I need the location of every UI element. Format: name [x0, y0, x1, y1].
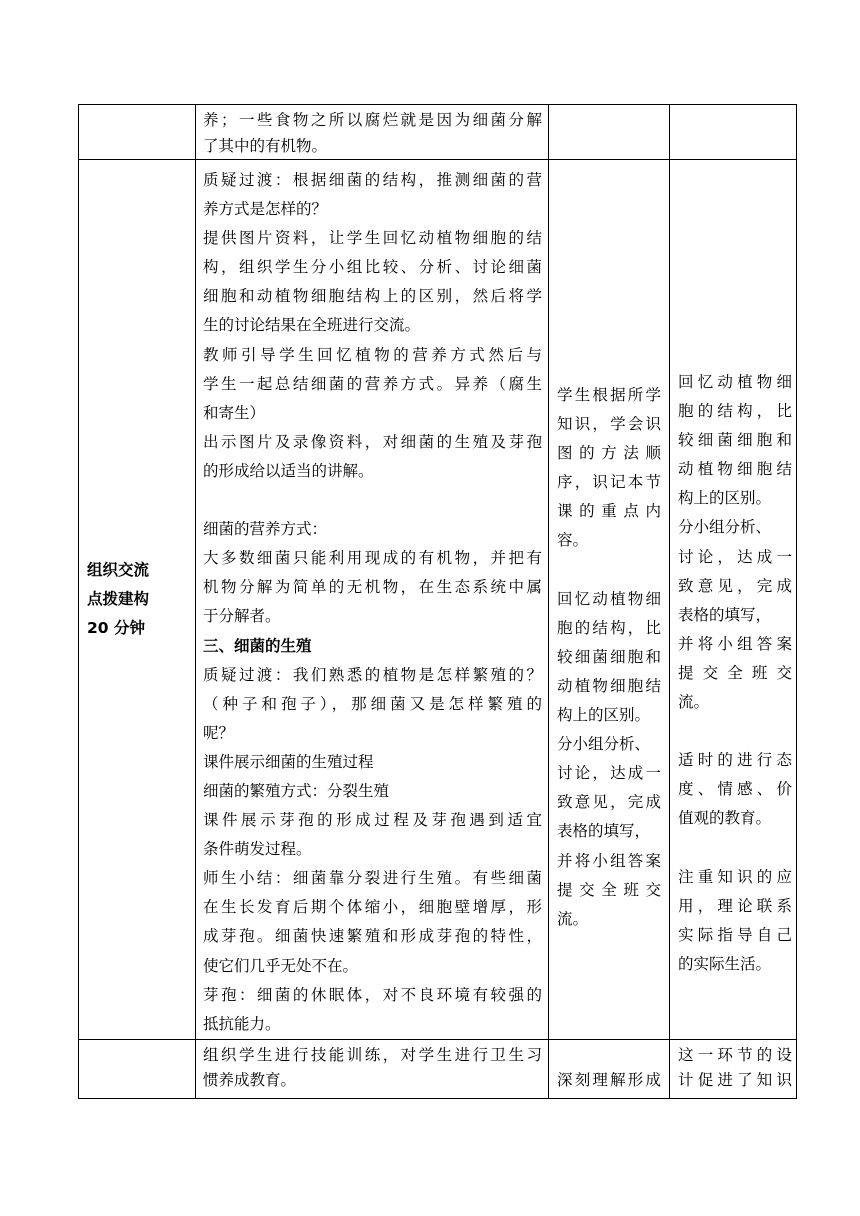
text-line: 课件展示芽孢的形成过程及芽孢遇到适宜: [203, 811, 542, 830]
text-line: 生的讨论结果在全班进行交流。: [203, 316, 421, 335]
text-line: 回忆动植物细: [678, 373, 792, 391]
text-line: 计促进了知识: [678, 1071, 792, 1090]
text-line: 深刻理解形成: [557, 1070, 661, 1089]
text-line: 的实际生活。: [678, 954, 772, 973]
stage-label: 点拨建构: [87, 589, 150, 608]
text-line: 提供图片资料，让学生回忆动植物细胞的结: [203, 229, 542, 248]
text-line: 回忆动植物细: [557, 589, 661, 608]
text-line: 动植物细胞结: [678, 460, 792, 479]
text-line: 用，理论联系: [678, 896, 792, 915]
text-line: 适时的进行态: [678, 751, 792, 770]
text-line: 课件展示细菌的生殖过程: [203, 752, 374, 771]
table-row-main: [79, 160, 797, 1040]
text-line: 和寄生）: [203, 403, 266, 422]
text-line: 课的重点内: [557, 502, 661, 521]
design-intent-cell: [670, 160, 797, 1040]
table-row-top: [79, 105, 797, 160]
text-line: 胞的结构，比: [557, 618, 661, 637]
blank-line: [557, 556, 661, 585]
text-line: 机物分解为简单的无机物，在生态系统中属: [203, 578, 542, 597]
text-line: 质疑过渡：我们熟悉的植物是怎样繁殖的？: [203, 665, 542, 684]
section-heading: 三、细菌的生殖: [203, 636, 312, 655]
text-line: 学生根据所学: [557, 386, 661, 404]
text-line: 表格的填写，: [678, 605, 772, 624]
text-line: 师生小结：细菌靠分裂进行生殖。有些细菌: [203, 869, 542, 888]
text-line: 讨论，达成一: [678, 547, 792, 566]
text-line: 致意见，完成: [557, 793, 661, 812]
text-line: 实际指导自己: [678, 925, 792, 944]
text-line: 表格的填写，: [557, 822, 651, 841]
text-line: 抵抗能力。: [203, 1014, 281, 1033]
text-line: 惯养成教育。: [203, 1071, 297, 1090]
text-line: （种子和孢子），那细菌又是怎样繁殖的: [203, 694, 542, 713]
text-line: 致意见，完成: [678, 576, 792, 595]
blank-line: [678, 717, 792, 746]
stage-cell-top: [79, 105, 196, 160]
text-line: 胞的结构，比: [678, 402, 792, 421]
text-line: 成芽孢。细菌快速繁殖和形成芽孢的特性，: [203, 927, 542, 946]
lesson-plan-table: [78, 104, 797, 1099]
teacher-activity-cell: [196, 160, 549, 1040]
student-activity-cell: [549, 160, 670, 1040]
text-line: 并将小组答案: [678, 634, 792, 653]
teacher-activity-cell-bottom: [196, 1039, 549, 1098]
text-line: 教师引导学生回忆植物的营养方式然后与: [203, 345, 542, 364]
text-line: 条件萌发过程。: [203, 840, 312, 859]
text-line: 知识，学会识: [557, 415, 661, 434]
text-line: 分小组分析、: [557, 735, 651, 754]
text-line: 这一环节的设: [678, 1045, 792, 1064]
text-line: 序，识记本节: [557, 473, 661, 492]
stage-label: 组织交流: [87, 560, 150, 579]
student-activity-cell-top: [549, 105, 670, 160]
text-line: 讨论，达成一: [557, 764, 661, 783]
table-row-bottom: [79, 1039, 797, 1098]
text-line: 动植物细胞结: [557, 676, 661, 695]
text-line: 并将小组答案: [557, 851, 661, 870]
stage-cell-bottom: [79, 1039, 196, 1098]
teacher-activity-cell-top: [196, 105, 549, 160]
text-line: 较细菌细胞和: [557, 647, 661, 666]
text-line: 构上的区别。: [557, 706, 651, 725]
text-line: 注重知识的应: [678, 867, 792, 886]
student-activity-cell-bottom: [549, 1039, 670, 1098]
text-line: 于分解者。: [203, 607, 281, 626]
text-line: 流。: [678, 693, 710, 712]
text-line: 组织学生进行技能训练，对学生进行卫生习: [203, 1045, 542, 1064]
text-line: 出示图片及录像资料，对细菌的生殖及芽孢: [203, 432, 542, 451]
blank-line: [678, 834, 792, 863]
text-line: 细胞和动植物细胞结构上的区别，然后将学: [203, 287, 542, 306]
text-line: 芽孢：细菌的休眠体，对不良环境有较强的: [203, 985, 542, 1004]
text-line: 提交全班交: [678, 663, 792, 682]
text-line: 学生一起总结细菌的营养方式。异养（腐生: [203, 374, 542, 393]
text-line: 度、情感、价: [678, 780, 792, 799]
design-intent-cell-top: [670, 105, 797, 160]
text-line: 质疑过渡：根据细菌的结构，推测细菌的营: [203, 171, 542, 189]
text-line: 的形成给以适当的讲解。: [203, 461, 374, 480]
text-line: 容。: [557, 531, 589, 550]
text-line: 较细菌细胞和: [678, 431, 792, 450]
text-line: 构，组织学生分小组比较、分析、讨论细菌: [203, 258, 542, 277]
text-line: 分小组分析、: [678, 518, 772, 537]
text-line: 养方式是怎样的？: [203, 200, 328, 219]
text-line: 大多数细菌只能利用现成的有机物，并把有: [203, 549, 542, 568]
text-line: 流。: [557, 909, 589, 928]
text-line: 值观的教育。: [678, 809, 772, 828]
text-line: 细菌的繁殖方式：分裂生殖: [203, 781, 390, 800]
stage-cell: [79, 160, 196, 1040]
design-intent-cell-bottom: [670, 1039, 797, 1098]
text-line: 在生长发育后期个体缩小，细胞壁增厚，形: [203, 898, 542, 917]
blank-line: [203, 486, 542, 515]
text-line: 使它们几乎无处不在。: [203, 956, 359, 975]
stage-duration: 20 分钟: [87, 618, 145, 637]
text-line: 了其中的有机物。: [203, 136, 328, 155]
text-line: 构上的区别。: [678, 489, 772, 508]
text-line: 细菌的营养方式：: [203, 520, 328, 539]
text-line: 养；一些食物之所以腐烂就是因为细菌分解: [203, 111, 542, 129]
text-line: 图的方法顺: [557, 444, 661, 463]
text-line: 提交全班交: [557, 880, 661, 899]
text-line: 呢？: [203, 723, 235, 742]
